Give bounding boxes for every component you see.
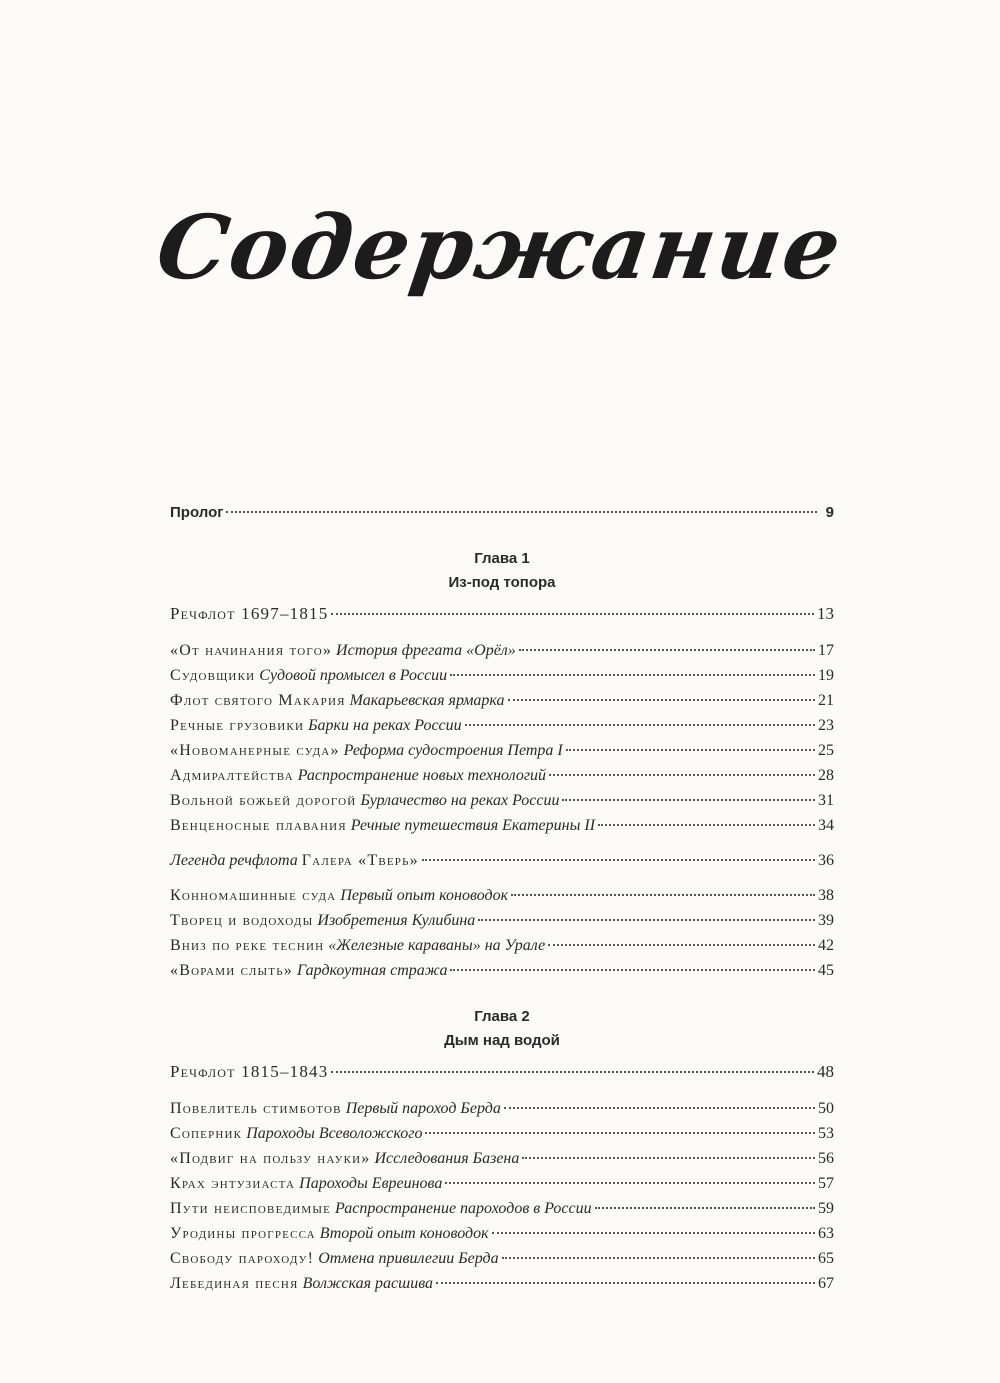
chapter-label: Глава 2 bbox=[474, 1008, 530, 1025]
entry-subtitle: Бурлачество на реках России bbox=[360, 792, 560, 809]
toc-entry-overview[interactable] bbox=[170, 1059, 834, 1084]
toc-entry-overview[interactable] bbox=[170, 601, 834, 626]
dot-leader bbox=[548, 944, 815, 946]
toc-entry[interactable] bbox=[170, 688, 834, 713]
dot-leader bbox=[445, 1182, 815, 1184]
page-title: Содержание bbox=[150, 195, 850, 299]
entry-title: Свободу пароходу! bbox=[170, 1250, 315, 1267]
entry-subtitle: Распространение пароходов в России bbox=[335, 1200, 592, 1217]
entry-subtitle: История фрегата «Орёл» bbox=[336, 642, 516, 659]
dot-leader bbox=[508, 699, 816, 701]
dot-leader bbox=[436, 1282, 815, 1284]
page-number: 48 bbox=[817, 1062, 834, 1081]
toc-entry[interactable] bbox=[170, 763, 834, 788]
entry-title: Речные грузовики bbox=[170, 717, 305, 734]
toc-entry[interactable] bbox=[170, 788, 834, 813]
entry-title: Вниз по реке теснин bbox=[170, 937, 325, 954]
page-number: 50 bbox=[818, 1100, 834, 1117]
entry-title: Соперник bbox=[170, 1125, 243, 1142]
dot-leader bbox=[598, 824, 815, 826]
toc-entry[interactable] bbox=[170, 1146, 834, 1171]
toc-entry[interactable] bbox=[170, 1171, 834, 1196]
page-number: 34 bbox=[818, 817, 834, 834]
entry-title: Крах энтузиаста bbox=[170, 1175, 296, 1192]
dot-leader bbox=[595, 1207, 815, 1209]
toc-entry[interactable] bbox=[170, 638, 834, 663]
entry-title: «Ворами слыть» bbox=[170, 962, 293, 979]
entry-subtitle: Первый опыт коноводок bbox=[340, 887, 509, 904]
toc-entry[interactable] bbox=[170, 1221, 834, 1246]
dot-leader bbox=[425, 1132, 815, 1134]
dot-leader bbox=[478, 919, 815, 921]
entry-subtitle: Гардкоутная стража bbox=[296, 962, 448, 979]
page-number: 9 bbox=[825, 504, 834, 521]
page-number: 59 bbox=[818, 1200, 834, 1217]
page-number: 13 bbox=[817, 604, 834, 623]
page-number: 38 bbox=[818, 887, 834, 904]
toc-entry[interactable] bbox=[170, 883, 834, 908]
entry-title: Лебединая песня bbox=[170, 1275, 299, 1292]
entry-title: Творец и водоходы bbox=[170, 912, 314, 929]
chapter-label: Глава 1 bbox=[474, 550, 530, 567]
dot-leader bbox=[511, 894, 815, 896]
toc-entry[interactable] bbox=[170, 663, 834, 688]
toc-entry[interactable] bbox=[170, 1096, 834, 1121]
entry-title: Флот святого Макария bbox=[170, 692, 346, 709]
chapter-name: Дым над водой bbox=[444, 1032, 560, 1049]
entry-subtitle: Распространение новых технологий bbox=[297, 767, 547, 784]
toc-entry[interactable] bbox=[170, 958, 834, 983]
entry-subtitle: Судовой промысел в России bbox=[259, 667, 448, 684]
chapter-name: Из-под топора bbox=[448, 574, 556, 591]
toc-entry-legend[interactable] bbox=[170, 848, 834, 873]
entry-title: Речфлот 1815–1843 bbox=[170, 1062, 329, 1081]
page-number: 31 bbox=[818, 792, 834, 809]
entry-title: Повелитель стимботов bbox=[170, 1100, 342, 1117]
toc-entry[interactable] bbox=[170, 908, 834, 933]
dot-leader bbox=[549, 774, 815, 776]
page-number: 65 bbox=[818, 1250, 834, 1267]
entry-subtitle: Макарьевская ярмарка bbox=[349, 692, 505, 709]
dot-leader bbox=[519, 649, 815, 651]
dot-leader bbox=[450, 969, 815, 971]
entry-subtitle: Пароходы Евреинова bbox=[299, 1175, 443, 1192]
entry-subtitle: Барки на реках России bbox=[308, 717, 462, 734]
entry-title: Уродины прогресса bbox=[170, 1225, 316, 1242]
entry-title: «Новоманерные суда» bbox=[170, 742, 340, 759]
entry-title: Конномашинные суда bbox=[170, 887, 337, 904]
entry-title: Вольной божьей дорогой bbox=[170, 792, 357, 809]
entry-title: Венценосные плавания bbox=[170, 817, 347, 834]
page-number: 28 bbox=[818, 767, 834, 784]
toc-entry[interactable] bbox=[170, 1196, 834, 1221]
dot-leader bbox=[566, 749, 815, 751]
page-number: 57 bbox=[818, 1175, 834, 1192]
page-number: 63 bbox=[818, 1225, 834, 1242]
toc-entry[interactable] bbox=[170, 933, 834, 958]
page-number: 21 bbox=[818, 692, 834, 709]
toc-entry[interactable] bbox=[170, 1121, 834, 1146]
entry-subtitle: Реформа судостроения Петра I bbox=[343, 742, 563, 759]
chapter1-entries-2 bbox=[170, 883, 834, 983]
entry-title: «Подвиг на пользу науки» bbox=[170, 1150, 371, 1167]
entry-title: Пути неисповедимые bbox=[170, 1200, 332, 1217]
entry-title: «От начинания того» bbox=[170, 642, 333, 659]
page-number: 67 bbox=[818, 1275, 834, 1292]
dot-leader bbox=[331, 1071, 814, 1073]
entry-title: Речфлот 1697–1815 bbox=[170, 604, 329, 623]
dot-leader bbox=[562, 799, 815, 801]
entry-subtitle: Первый пароход Берда bbox=[345, 1100, 501, 1117]
table-of-contents bbox=[170, 500, 834, 1296]
entry-subtitle: Отмена привилегии Берда bbox=[318, 1250, 499, 1267]
toc-entry[interactable] bbox=[170, 738, 834, 763]
page-number: 25 bbox=[818, 742, 834, 759]
dot-leader bbox=[492, 1232, 815, 1234]
dot-leader bbox=[226, 511, 817, 513]
page-number: 56 bbox=[818, 1150, 834, 1167]
toc-entry[interactable] bbox=[170, 1271, 834, 1296]
entry-title: Галера «Тверь» bbox=[301, 852, 419, 869]
page-number: 19 bbox=[818, 667, 834, 684]
dot-leader bbox=[504, 1107, 815, 1109]
chapter2-entries bbox=[170, 1096, 834, 1296]
page-number: 39 bbox=[818, 912, 834, 929]
dot-leader bbox=[522, 1157, 815, 1159]
toc-entry[interactable] bbox=[170, 713, 834, 738]
entry-title: Судовщики bbox=[170, 667, 256, 684]
entry-subtitle: Волжская расшива bbox=[302, 1275, 434, 1292]
entry-subtitle: Пароходы Всеволожского bbox=[246, 1125, 423, 1142]
page-number: 42 bbox=[818, 937, 834, 954]
entry-subtitle: Речные путешествия Екатерины II bbox=[350, 817, 596, 834]
entry-title: Адмиралтейства bbox=[170, 767, 294, 784]
entry-subtitle: Легенда речфлота bbox=[170, 852, 298, 869]
chapter1-entries bbox=[170, 638, 834, 838]
entry-subtitle: Исследования Базена bbox=[374, 1150, 520, 1167]
dot-leader bbox=[450, 674, 815, 676]
page-number: 36 bbox=[818, 852, 834, 869]
page-number: 17 bbox=[818, 642, 834, 659]
dot-leader bbox=[465, 724, 815, 726]
toc-entry[interactable] bbox=[170, 1246, 834, 1271]
entry-title: Пролог bbox=[170, 504, 224, 521]
page-number: 23 bbox=[818, 717, 834, 734]
entry-subtitle: Второй опыт коноводок bbox=[319, 1225, 489, 1242]
entry-subtitle: Изобретения Кулибина bbox=[317, 912, 476, 929]
dot-leader bbox=[331, 613, 814, 615]
toc-entry-prologue[interactable] bbox=[170, 500, 834, 525]
toc-entry[interactable] bbox=[170, 813, 834, 838]
dot-leader bbox=[502, 1257, 815, 1259]
dot-leader bbox=[422, 859, 815, 861]
entry-subtitle: «Железные караваны» на Урале bbox=[328, 937, 546, 954]
page-number: 45 bbox=[818, 962, 834, 979]
page-number: 53 bbox=[818, 1125, 834, 1142]
